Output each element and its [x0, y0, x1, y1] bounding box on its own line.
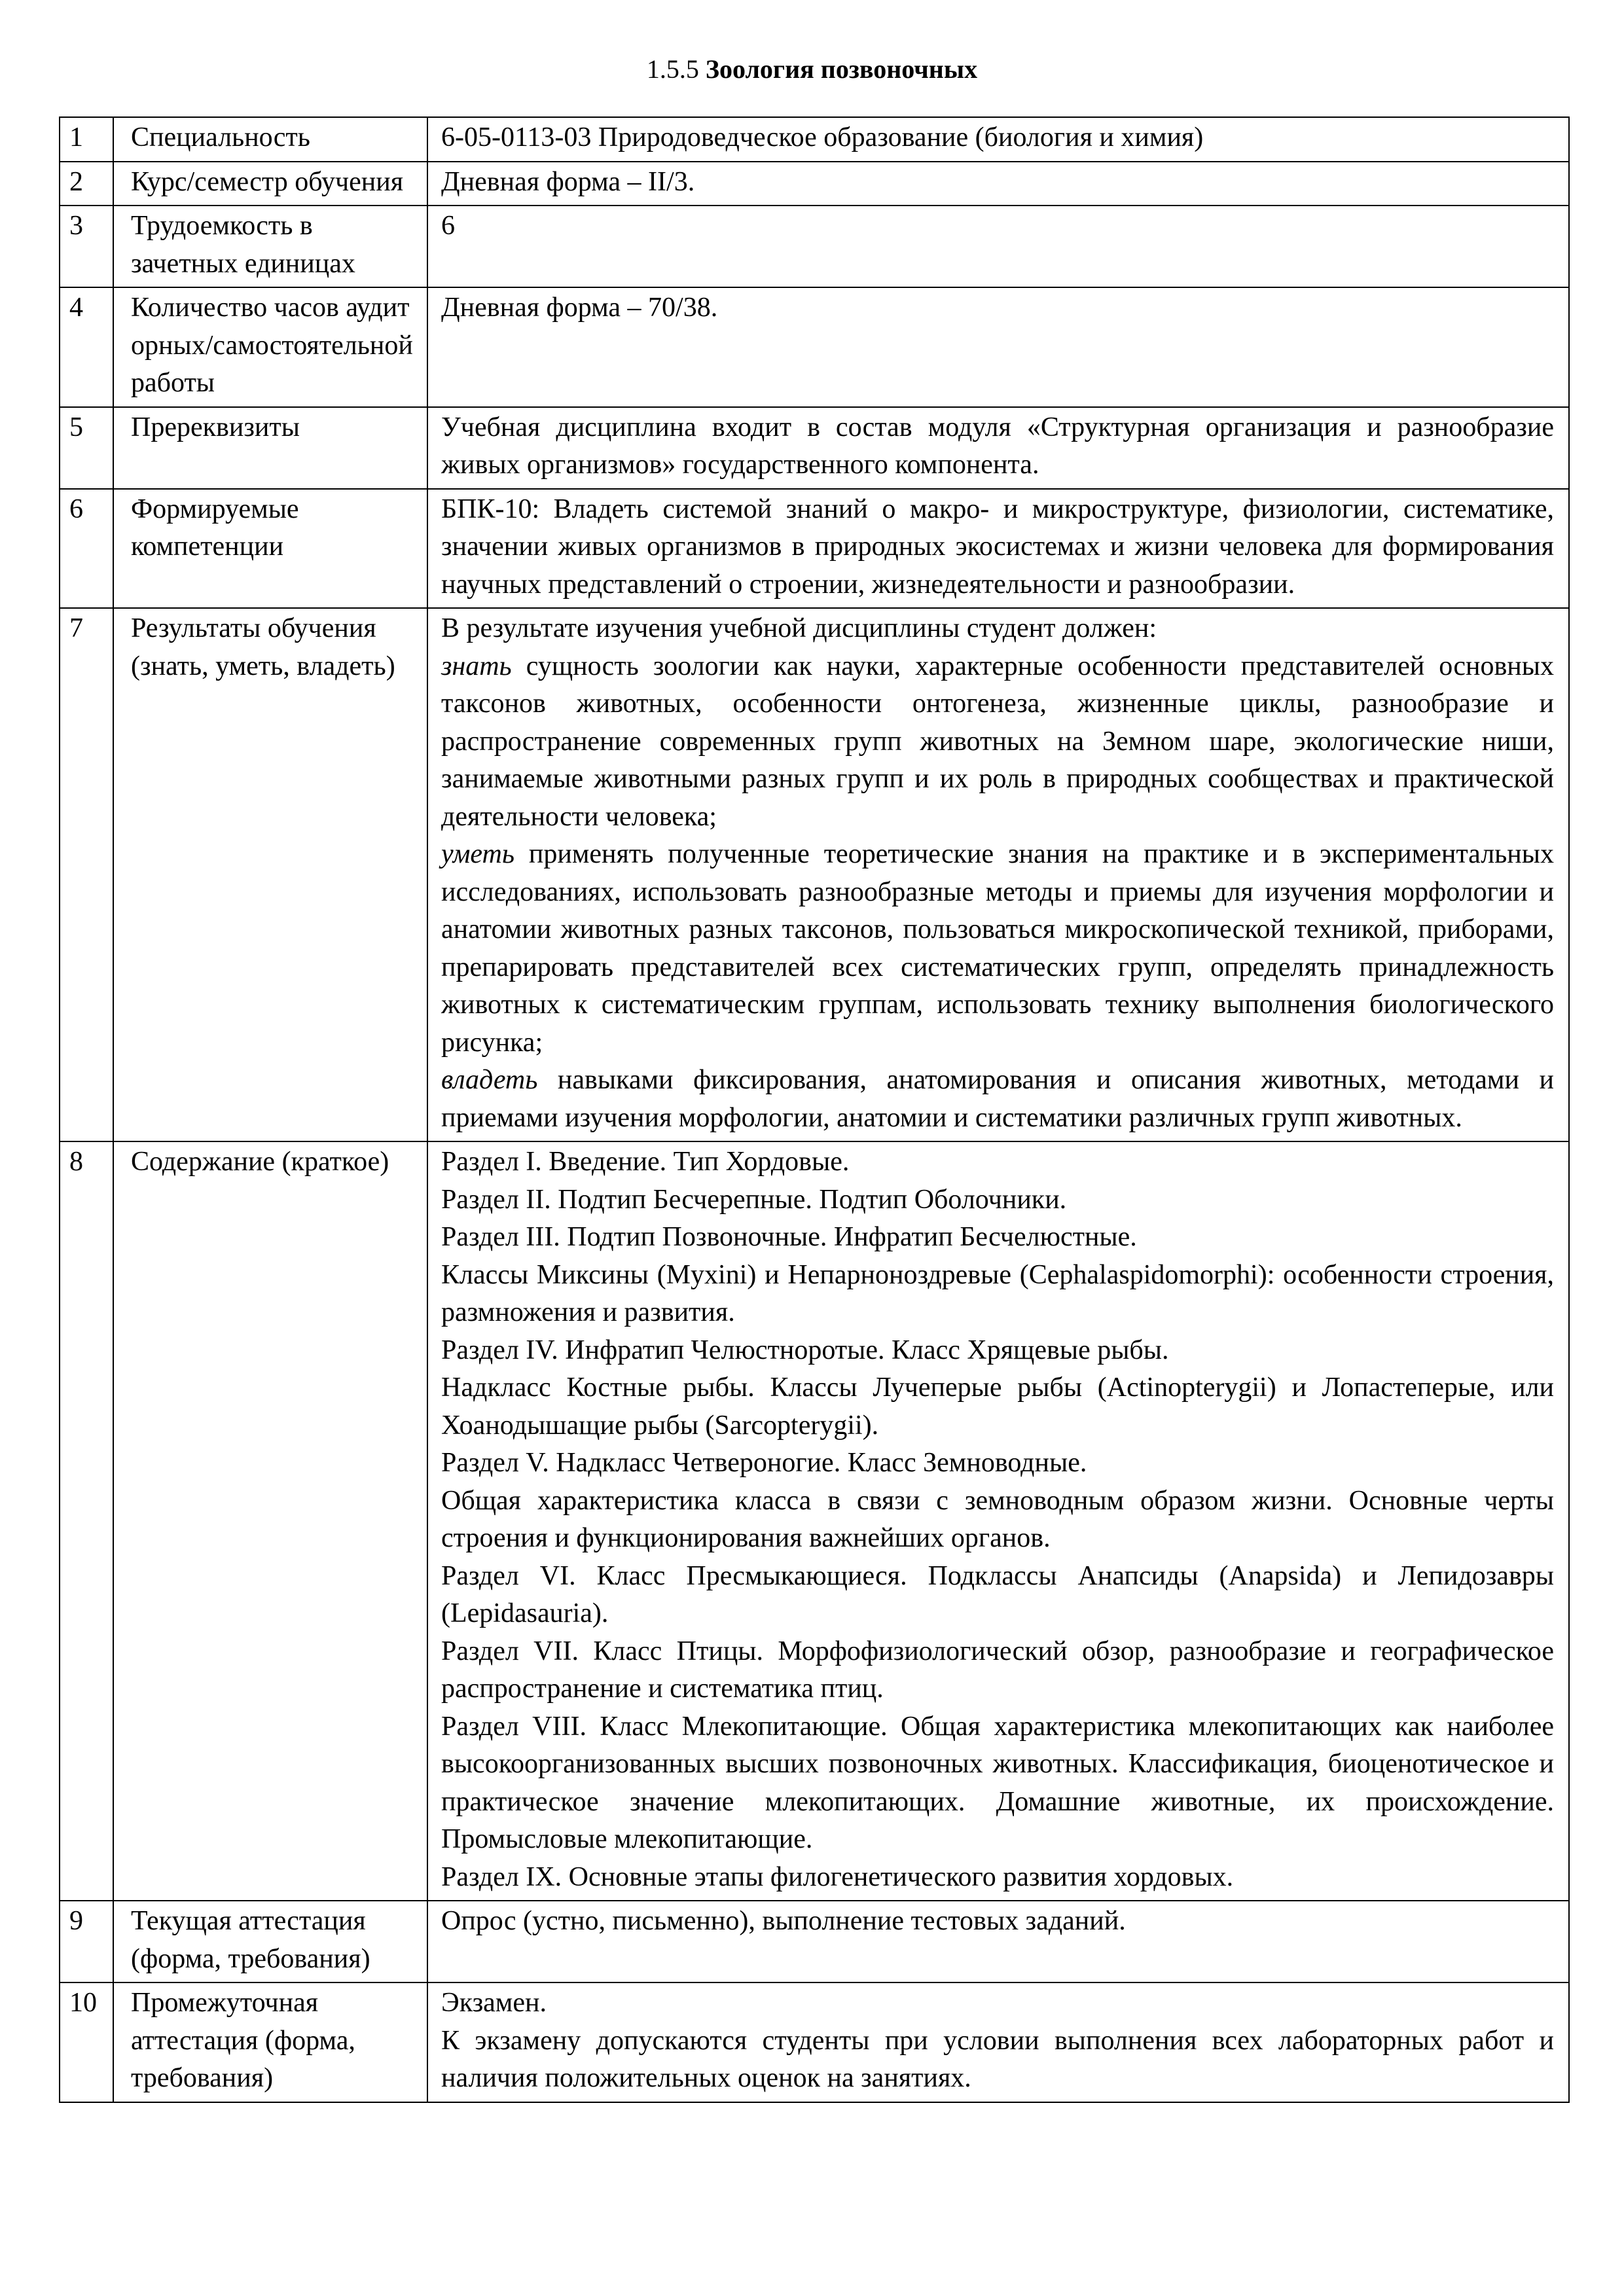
row-value	[427, 206, 1569, 287]
row-number: 5	[60, 407, 113, 489]
row-number: 2	[60, 162, 113, 206]
value-paragraph: 6-05-0113-03 Природоведческое образование (биология и химия)	[441, 122, 1204, 152]
can-paragraph	[441, 836, 1554, 1062]
row-value	[427, 162, 1569, 206]
row-value	[427, 1901, 1569, 1982]
content-section: Раздел V. Надкласс Четвероногие. Класс Земноводные.	[441, 1448, 1087, 1478]
row-label: Содержание (краткое)	[113, 1141, 427, 1901]
table-row	[60, 608, 1569, 1141]
content-section: Раздел VI. Класс Пресмыкающиеся. Подклассы Анапсиды (Anapsida) и Лепидозавры (Lepidasauria).	[441, 1560, 1554, 1628]
course-info-table	[59, 117, 1570, 2103]
table-row	[60, 489, 1569, 609]
value-paragraph: Экзамен.	[441, 1988, 547, 2018]
content-section: Раздел IV. Инфратип Челюстноротые. Класс Хрящевые рыбы.	[441, 1335, 1169, 1365]
row-value	[427, 407, 1569, 489]
table-row	[60, 1141, 1569, 1901]
own-term: владеть	[441, 1065, 538, 1095]
content-section: Раздел VII. Класс Птицы. Морфофизиологический обзор, разнообразие и географическое распространение и систематика птиц.	[441, 1636, 1554, 1704]
row-value	[427, 117, 1569, 162]
own-paragraph	[441, 1062, 1554, 1137]
section-title: Зоология позвоночных	[705, 54, 978, 84]
know-term: знать	[441, 651, 512, 681]
value-paragraph: Дневная форма – 70/38.	[441, 293, 718, 323]
document-title	[0, 51, 1624, 88]
row-value	[427, 1141, 1569, 1901]
content-section: Классы Миксины (Myxini) и Непарноноздревые (Cephalaspidomorphi): особенности строения, размножения и развития.	[441, 1259, 1554, 1327]
row-label: Специальность	[113, 117, 427, 162]
table-row	[60, 407, 1569, 489]
row-number: 10	[60, 1982, 113, 2102]
row-number: 1	[60, 117, 113, 162]
row-number: 6	[60, 489, 113, 609]
content-section: Надкласс Костные рыбы. Классы Лучеперые рыбы (Actinopterygii) и Лопастеперые, или Хоанодышащие рыбы (Sarcopterygii).	[441, 1372, 1554, 1441]
know-text: сущность зоологии как науки, характерные особенности представителей основных таксонов животных, особенности онтогенеза, жизненные циклы, разнообразие и распространение современных групп животных на Земном шаре, экологические ниши, занимаемые животными разных групп и их роль в природных сообществах и практической деятельности человека;	[441, 651, 1554, 832]
learning-outcomes-intro: В результате изучения учебной дисциплины студент должен:	[441, 613, 1157, 643]
table-row	[60, 206, 1569, 287]
row-number: 8	[60, 1141, 113, 1901]
row-number: 7	[60, 608, 113, 1141]
content-section: Раздел I. Введение. Тип Хордовые.	[441, 1147, 850, 1177]
value-paragraph: К экзамену допускаются студенты при условии выполнения всех лабораторных работ и наличия положительных оценок на занятиях.	[441, 2025, 1554, 2093]
value-paragraph: Учебная дисциплина входит в состав модуля «Структурная организация и разнообразие живых организмов» государственного компонента.	[441, 412, 1554, 480]
row-label: Пререквизиты	[113, 407, 427, 489]
content-section: Раздел II. Подтип Бесчерепные. Подтип Оболочники.	[441, 1184, 1067, 1215]
table-row	[60, 287, 1569, 407]
table-row	[60, 1982, 1569, 2102]
row-label: Курс/семестр обучения	[113, 162, 427, 206]
value-paragraph: БПК-10: Владеть системой знаний о макро- и микроструктуре, физиологии, систематике, значении живых организмов в природных экосистемах и жизни человека для формирования научных представлений о строении, жизнедеятельности и разнообразии.	[441, 493, 1554, 600]
content-section: Раздел III. Подтип Позвоночные. Инфратип Бесчелюстные.	[441, 1222, 1137, 1252]
row-label: Трудоемкость в зачетных единицах	[113, 206, 427, 287]
row-label: Формируемые компетенции	[113, 489, 427, 609]
content-section: Раздел VIII. Класс Млекопитающие. Общая характеристика млекопитающих как наиболее высокоорганизованных высших позвоночных животных. Классификация, биоценотическое и практическое значение млекопитающих. Домашние животные, их происхождение. Промысловые млекопитающие.	[441, 1711, 1554, 1854]
row-value	[427, 489, 1569, 609]
row-number: 9	[60, 1901, 113, 1982]
row-number: 4	[60, 287, 113, 407]
row-label: Результаты обучения (знать, уметь, владеть)	[113, 608, 427, 1141]
table-row	[60, 117, 1569, 162]
table-row	[60, 162, 1569, 206]
row-label: Текущая аттестация (форма, требования)	[113, 1901, 427, 1982]
row-label: Промежуточная аттестация (форма, требования)	[113, 1982, 427, 2102]
row-value	[427, 287, 1569, 407]
value-paragraph: 6	[441, 211, 455, 241]
know-paragraph	[441, 648, 1554, 836]
own-text: навыками фиксирования, анатомирования и описания животных, методами и приемами изучения морфологии, анатомии и систематики различных групп животных.	[441, 1065, 1554, 1133]
value-paragraph: Дневная форма – II/3.	[441, 166, 695, 197]
content-section: Общая характеристика класса в связи с земноводным образом жизни. Основные черты строения и функционирования важнейших органов.	[441, 1485, 1554, 1553]
value-paragraph: Опрос (устно, письменно), выполнение тестовых заданий.	[441, 1906, 1126, 1936]
row-label: Количество часов аудиторных/самостоятельной работы	[113, 287, 427, 407]
section-number: 1.5.5	[646, 54, 699, 84]
table-row	[60, 1901, 1569, 1982]
can-text: применять полученные теоретические знания на практике и в экспериментальных исследованиях, использовать разнообразные методы и приемы для изучения морфологии и анатомии животных разных таксонов, пользоваться микроскопической техникой, приборами, препарировать представителей всех систематических групп, определять принадлежность животных к систематическим группам, использовать технику выполнения биологического рисунка;	[441, 839, 1554, 1058]
content-section: Раздел IX. Основные этапы филогенетического развития хордовых.	[441, 1861, 1234, 1892]
row-number: 3	[60, 206, 113, 287]
row-value	[427, 608, 1569, 1141]
can-term: уметь	[441, 839, 514, 869]
row-value	[427, 1982, 1569, 2102]
